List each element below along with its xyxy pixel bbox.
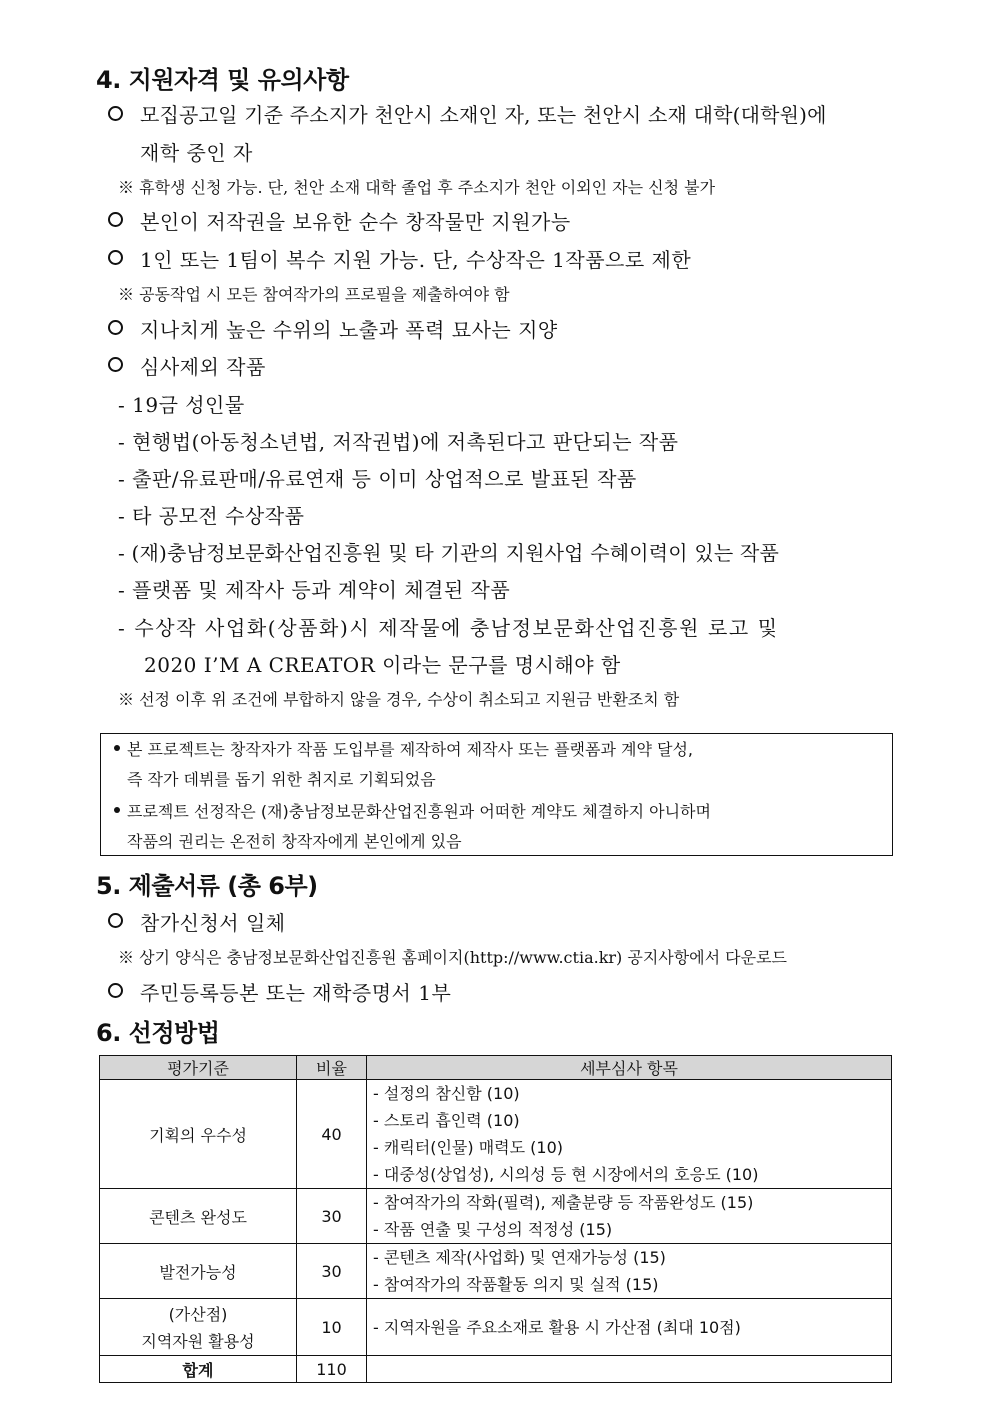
note-joint-work: ※ 공동작업 시 모든 참여작가의 프로필을 제출하여야 함 [118,285,510,304]
ratio-cell: 10 [297,1299,367,1356]
ratio-cell: 40 [297,1080,367,1189]
notice-2-line-2: 작품의 권리는 온전히 창작자에게 본인에게 있음 [127,832,462,851]
eligibility-line-2: 재학 중인 자 [140,141,253,165]
note-download: ※ 상기 양식은 충남정보문화산업진흥원 홈페이지(http://www.ctia.kr) 공지사항에서 다운로드 [118,948,788,967]
detail-item: - 작품 연출 및 구성의 적정성 (15) [373,1220,613,1239]
table-row [100,1244,892,1299]
criterion-cell: 콘텐츠 완성도 [100,1189,297,1244]
total-empty-cell [367,1356,892,1383]
header-criterion: 평가기준 [100,1056,297,1080]
section-6-heading: 6. 선정방법 [96,1019,220,1047]
evaluation-table [99,1055,892,1383]
detail-item: - 설정의 참신함 (10) [373,1084,520,1103]
table-header-row [100,1056,892,1080]
details-cell [367,1189,892,1244]
excluded-law: - 현행법(아동청소년법, 저작권법)에 저촉된다고 판단되는 작품 [118,430,679,454]
detail-item: - 참여작가의 작화(필력), 제출분량 등 작품완성도 (15) [373,1193,754,1212]
doc-residence-certificate: 주민등록등본 또는 재학증명서 1부 [140,981,452,1005]
notice-1-line-2: 즉 작가 데뷔를 돕기 위한 취지로 기획되었음 [127,770,436,789]
criterion-bonus-name: 지역자원 활용성 [141,1332,255,1351]
total-label: 합계 [100,1356,297,1383]
notice-box [100,733,893,856]
excluded-works-title: 심사제외 작품 [140,355,266,379]
condition-logo-line-2: 2020 I’M A CREATOR 이라는 문구를 명시해야 함 [144,653,621,677]
table-total-row [100,1356,892,1383]
detail-item: - 참여작가의 작품활동 의지 및 실적 (15) [373,1275,659,1294]
circle-bullet-icon [108,106,123,121]
criterion-cell: 기획의 우수성 [100,1080,297,1189]
section-5-heading: 5. 제출서류 (총 6부) [96,872,318,900]
notice-2-line-1: 프로젝트 선정작은 (재)충남정보문화산업진흥원과 어떠한 계약도 체결하지 아니하며 [127,802,711,821]
header-details: 세부심사 항목 [367,1056,892,1080]
detail-item: - 지역자원을 주요소재로 활용 시 가산점 (최대 10점) [373,1317,741,1337]
eligibility-content-level: 지나치게 높은 수위의 노출과 폭력 묘사는 지양 [140,318,558,342]
detail-item: - 캐릭터(인물) 매력도 (10) [373,1138,564,1157]
doc-application-form: 참가신청서 일체 [140,911,286,935]
circle-bullet-icon [108,320,123,335]
criterion-cell [100,1299,297,1356]
detail-item: - 대중성(상업성), 시의성 등 현 시장에서의 호응도 (10) [373,1165,759,1184]
section-4-heading: 4. 지원자격 및 유의사항 [96,66,349,94]
detail-item: - 콘텐츠 제작(사업화) 및 연재가능성 (15) [373,1248,666,1267]
table-row [100,1189,892,1244]
excluded-awarded: - 타 공모전 수상작품 [118,504,305,528]
excluded-adult: - 19금 성인물 [118,393,245,417]
criterion-bonus-label: (가산점) [168,1305,228,1324]
note-leave-of-absence: ※ 휴학생 신청 가능. 단, 천안 소재 대학 졸업 후 주소지가 천안 이외인 자는 신청 불가 [118,178,716,197]
note-cancellation: ※ 선정 이후 위 조건에 부합하지 않을 경우, 수상이 취소되고 지원금 반환조치 함 [118,690,680,709]
ratio-cell: 30 [297,1244,367,1299]
circle-bullet-icon [108,250,123,265]
bullet-dot-icon [114,745,120,751]
details-cell [367,1080,892,1189]
excluded-supported: - (재)충남정보문화산업진흥원 및 타 기관의 지원사업 수혜이력이 있는 작품 [118,541,780,565]
ratio-cell: 30 [297,1189,367,1244]
eligibility-line-1: 모집공고일 기준 주소지가 천안시 소재인 자, 또는 천안시 소재 대학(대학원)에 [140,103,827,127]
condition-logo-line-1: - 수상작 사업화(상품화)시 제작물에 충남정보문화산업진흥원 로고 및 [118,616,779,640]
circle-bullet-icon [108,357,123,372]
excluded-published: - 출판/유료판매/유료연재 등 이미 상업적으로 발표된 작품 [118,467,637,491]
criterion-cell: 발전가능성 [100,1244,297,1299]
header-ratio: 비율 [297,1056,367,1080]
details-cell [367,1299,892,1356]
circle-bullet-icon [108,983,123,998]
table-row [100,1080,892,1189]
eligibility-multiple: 1인 또는 1팀이 복수 지원 가능. 단, 수상작은 1작품으로 제한 [140,248,692,272]
table-row [100,1299,892,1356]
notice-1-line-1: 본 프로젝트는 창작자가 작품 도입부를 제작하여 제작사 또는 플랫폼과 계약 달성, [127,740,693,759]
detail-item: - 스토리 흡인력 (10) [373,1111,520,1130]
total-value: 110 [297,1356,367,1383]
details-cell [367,1244,892,1299]
bullet-dot-icon [114,807,120,813]
circle-bullet-icon [108,913,123,928]
eligibility-copyright: 본인이 저작권을 보유한 순수 창작물만 지원가능 [140,210,571,234]
excluded-contracted: - 플랫폼 및 제작사 등과 계약이 체결된 작품 [118,578,511,602]
circle-bullet-icon [108,212,123,227]
